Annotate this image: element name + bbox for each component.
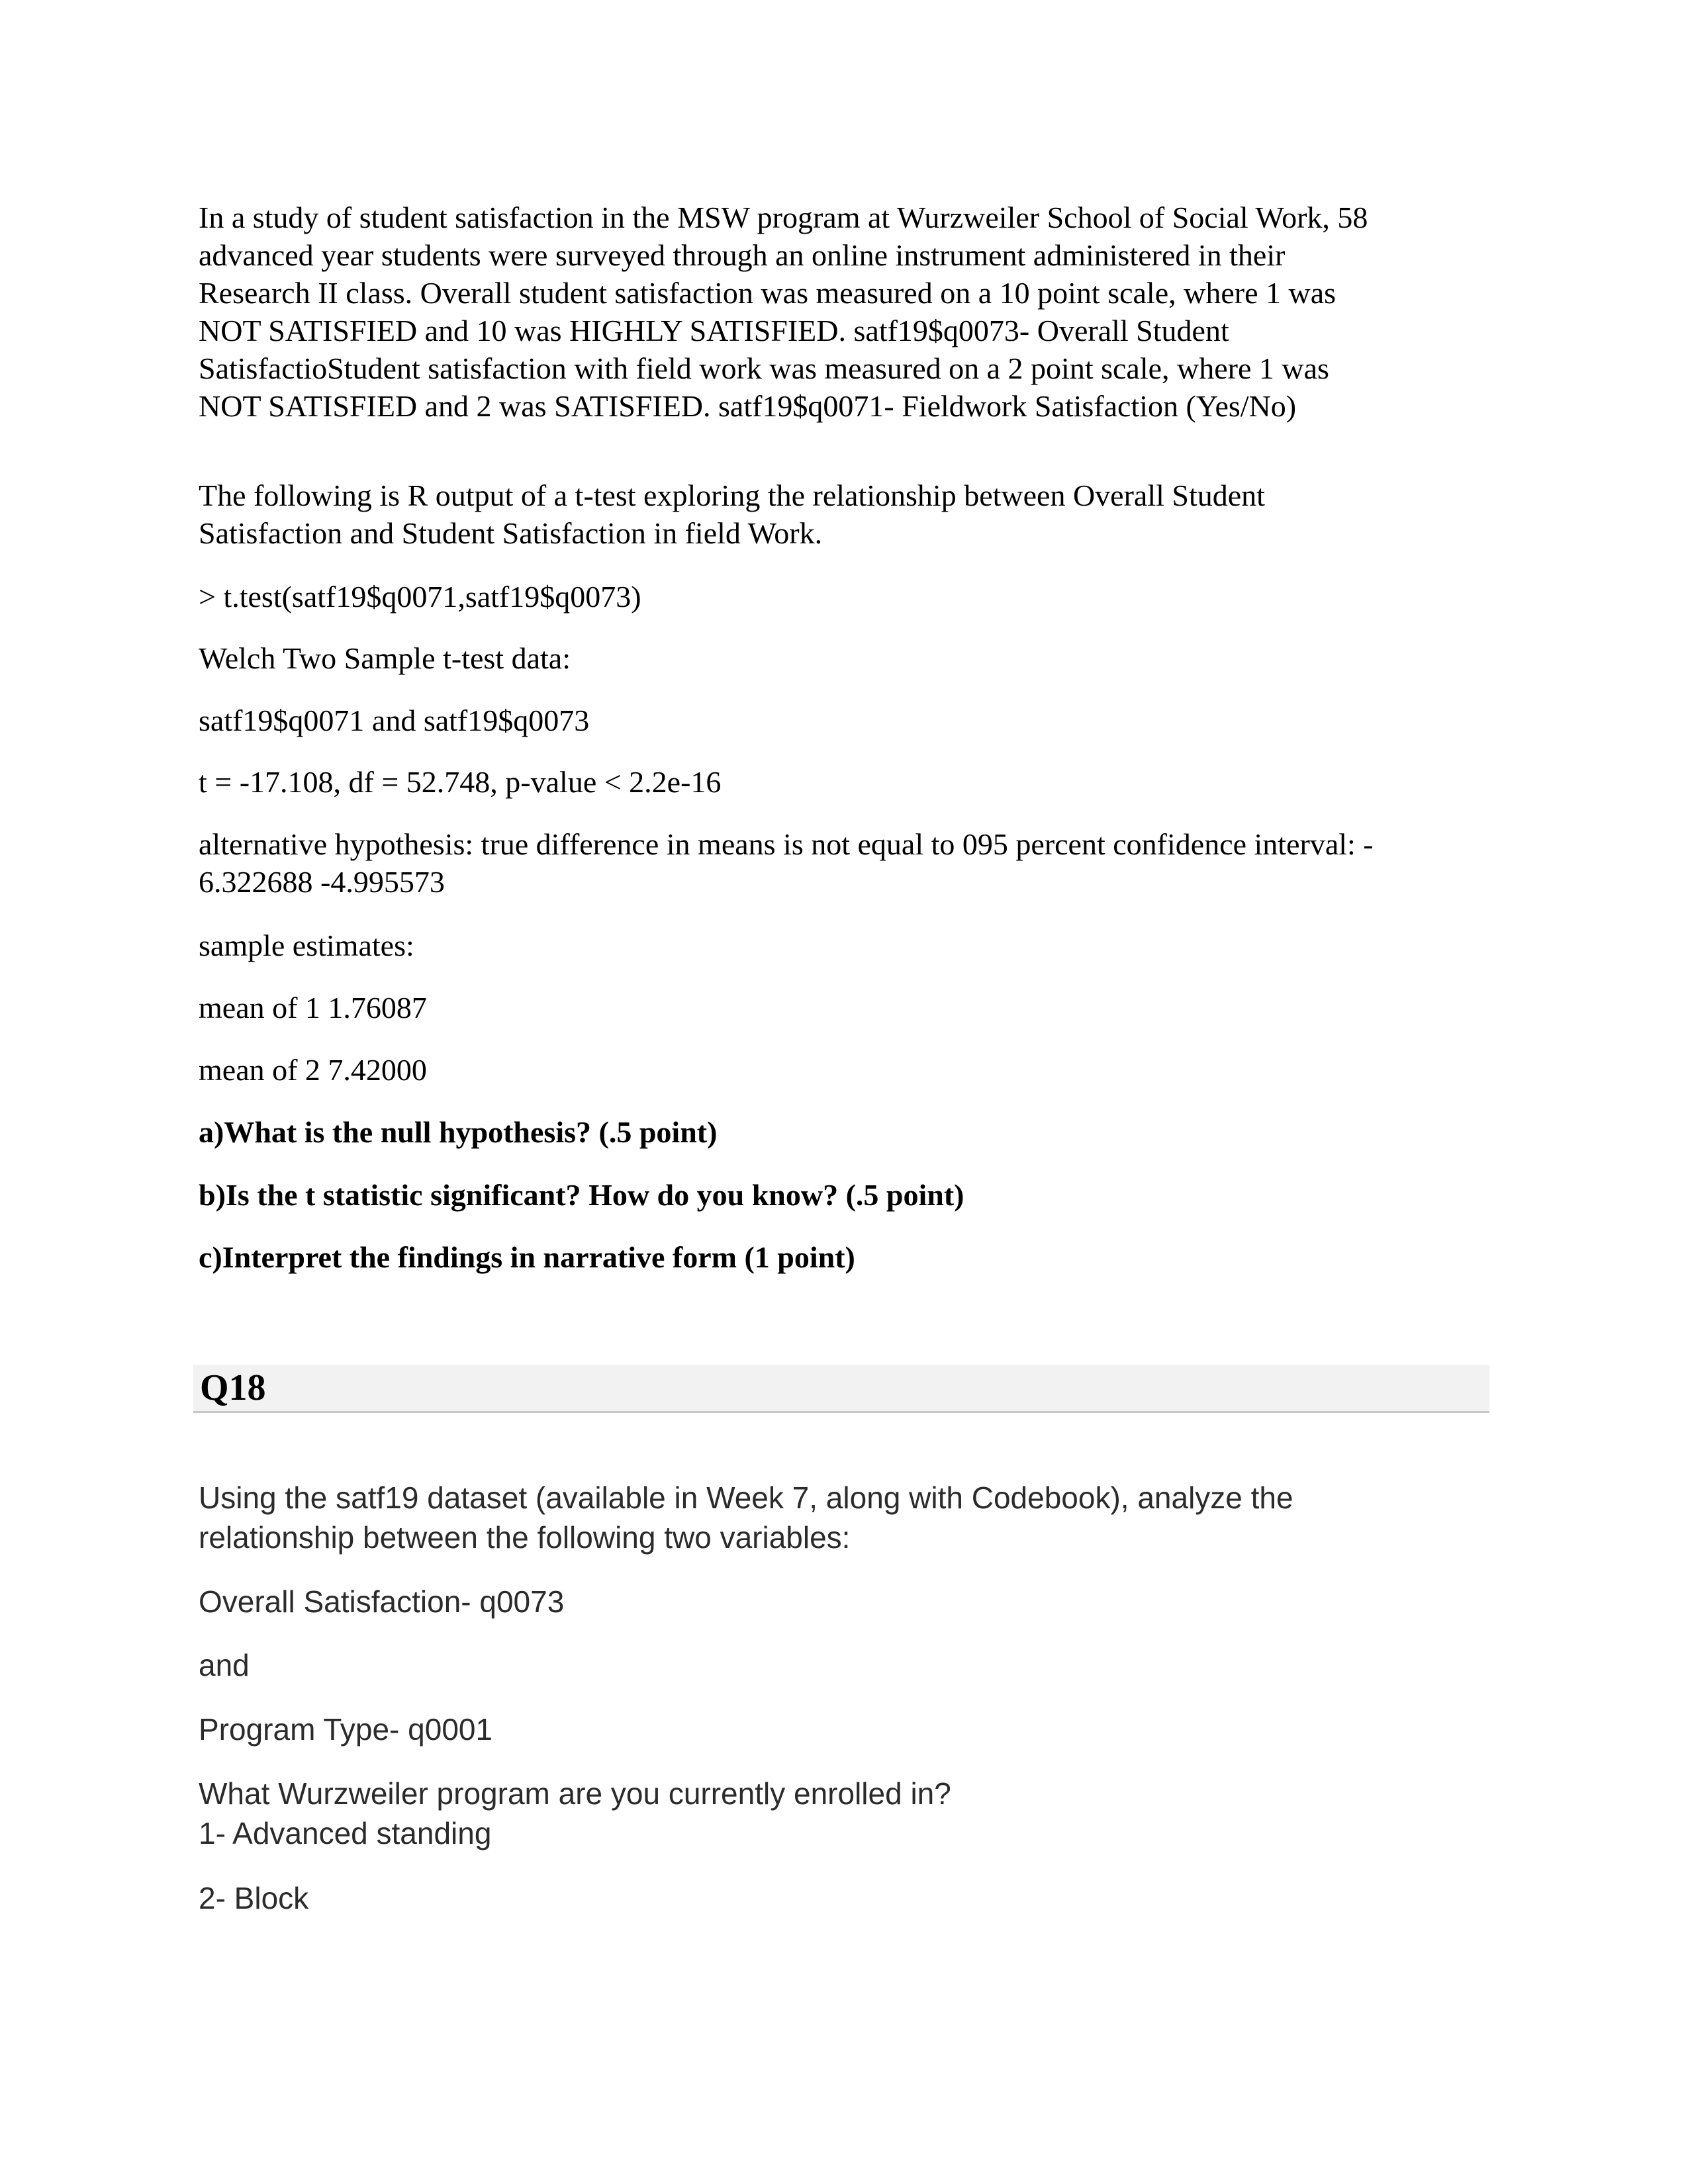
q18-variable-2: Program Type- q0001 bbox=[199, 1712, 493, 1747]
r-test-name: Welch Two Sample t-test data: bbox=[199, 641, 571, 675]
r-command: > t.test(satf19$q0071,satf19$q0073) bbox=[199, 580, 641, 614]
r-alternative-hypothesis bbox=[199, 825, 1489, 901]
q18-question-line: What Wurzweiler program are you currently enrolled in? bbox=[199, 1776, 951, 1811]
q18-variable-1: Overall Satisfaction- q0073 bbox=[199, 1584, 565, 1619]
q18-intro-line: relationship between the following two variables: bbox=[199, 1520, 851, 1555]
r-alt-line: 6.322688 -4.995573 bbox=[199, 865, 445, 899]
q18-and: and bbox=[199, 1648, 250, 1682]
question-c: c)Interpret the findings in narrative form (1 point) bbox=[199, 1240, 855, 1274]
r-stats-line: t = -17.108, df = 52.748, p-value < 2.2e-16 bbox=[199, 765, 722, 799]
r-estimates-label: sample estimates: bbox=[199, 929, 414, 962]
q18-title: Q18 bbox=[200, 1367, 266, 1408]
q18-program-question bbox=[199, 1774, 1489, 1853]
intro-line: advanced year students were surveyed through an online instrument administered in their bbox=[199, 238, 1286, 272]
q18-intro-line: Using the satf19 dataset (available in Week 7, along with Codebook), analyze the bbox=[199, 1480, 1293, 1515]
q18-header-bar bbox=[193, 1365, 1489, 1413]
r-data-line: satf19$q0071 and satf19$q0073 bbox=[199, 704, 590, 737]
intro-line: NOT SATISFIED and 2 was SATISFIED. satf19$q0071- Fieldwork Satisfaction (Yes/No) bbox=[199, 389, 1297, 423]
intro-line: SatisfactioStudent satisfaction with field work was measured on a 2 point scale, where 1 was bbox=[199, 351, 1329, 385]
r-intro-line: Satisfaction and Student Satisfaction in field Work. bbox=[199, 516, 823, 550]
intro-line: NOT SATISFIED and 10 was HIGHLY SATISFIED. satf19$q0073- Overall Student bbox=[199, 314, 1229, 347]
q18-option-1: 1- Advanced standing bbox=[199, 1816, 492, 1850]
intro-paragraph bbox=[199, 199, 1489, 425]
q18-intro bbox=[199, 1478, 1489, 1557]
r-mean-2: mean of 2 7.42000 bbox=[199, 1053, 427, 1087]
r-intro-line: The following is R output of a t-test exploring the relationship between Overall Student bbox=[199, 478, 1265, 512]
intro-line: Research II class. Overall student satisfaction was measured on a 10 point scale, where 1 was bbox=[199, 276, 1336, 310]
r-mean-1: mean of 1 1.76087 bbox=[199, 991, 427, 1024]
intro-line: In a study of student satisfaction in the MSW program at Wurzweiler School of Social Work, 58 bbox=[199, 201, 1368, 234]
question-b: b)Is the t statistic significant? How do you know? (.5 point) bbox=[199, 1178, 964, 1212]
q18-option-2: 2- Block bbox=[199, 1881, 309, 1915]
r-alt-line: alternative hypothesis: true difference in means is not equal to 095 percent confidence interval: - bbox=[199, 827, 1374, 861]
question-a: a)What is the null hypothesis? (.5 point) bbox=[199, 1115, 718, 1149]
r-intro-paragraph bbox=[199, 477, 1489, 552]
